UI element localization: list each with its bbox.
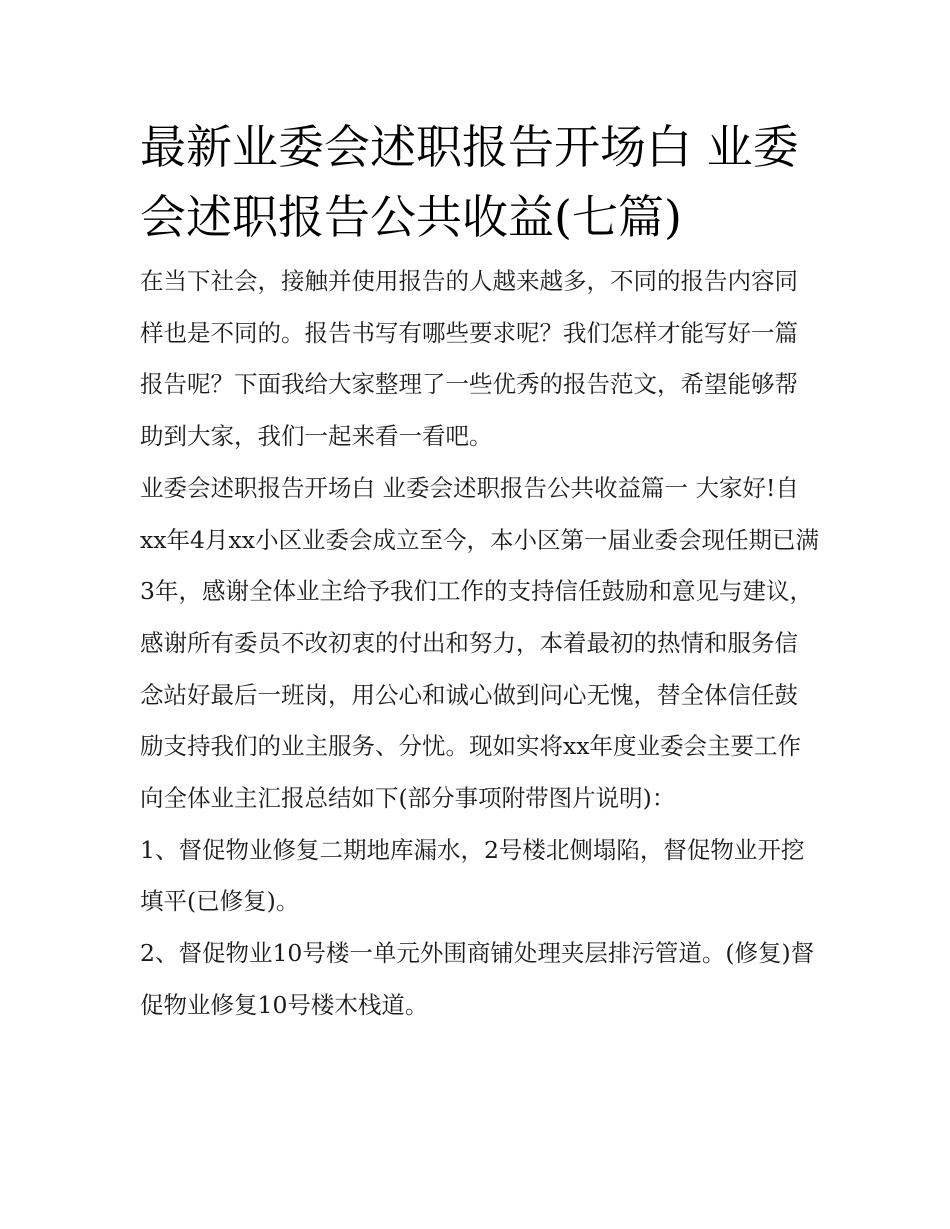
work-item-1: 1、督促物业修复二期地库漏水，2号楼北侧塌陷，督促物业开挖填平(已修复)。 [140,835,805,916]
report-paragraph: 业委会述职报告开场白 业委会述职报告公共收益篇一 大家好!自xx年4月xx小区业委会成立至今，本小区第一届业委会现任期已满3年，感谢全体业主给予我们工作的支持信任鼓励和意见与建议，感谢所有委员不改初衷的付出和努力，本着最初的热情和服务信念站好最后一班岗，用公心和诚心做到问心无愧，替全体信任鼓励支持我们的业主服务、分忧。现如实将xx年度业委会主要工作向全体业主汇报总结如下(部分事项附带图片说明)： [140,473,819,813]
work-item-2: 2、督促物业10号楼一单元外围商铺处理夹层排污管道。(修复)督促物业修复10号楼木栈道。 [140,939,815,1019]
intro-paragraph: 在当下社会，接触并使用报告的人越来越多，不同的报告内容同样也是不同的。报告书写有哪些要求呢？我们怎样才能写好一篇报告呢？下面我给大家整理了一些优秀的报告范文，希望能够帮助到大家，我们一起来看一看吧。 [140,267,798,451]
document-title: 最新业委会述职报告开场白 业委会述职报告公共收益(七篇) [140,120,799,244]
document-body [140,112,820,1032]
